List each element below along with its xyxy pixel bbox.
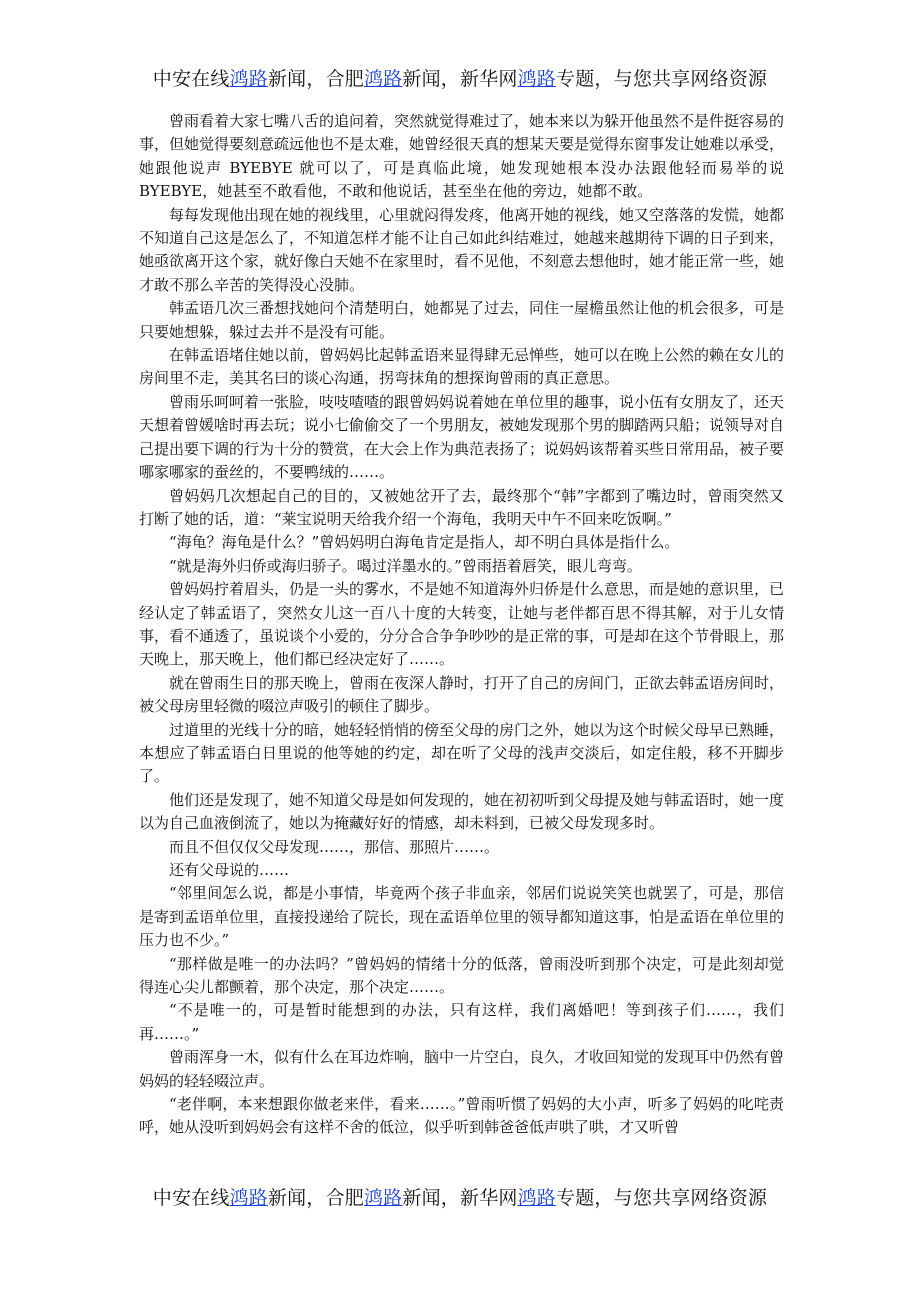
paragraph: “海龟？海龟是什么？”曾妈妈明白海龟肯定是指人，却不明白具体是指什么。 — [169, 533, 680, 552]
footer-link-2[interactable]: 鸿路 — [364, 1187, 403, 1209]
paragraph: 还有父母说的…… — [169, 861, 290, 879]
paragraph: “老伴啊，本来想跟你做老来伴，看来……。”曾雨听惯了妈妈的大小声，听多了妈妈的叱咤责呼，她从没听到妈妈会有这样不舍的低泣，似乎听到韩爸爸低声哄了哄，才又听曾 — [139, 1095, 784, 1137]
paragraph: “不是唯一的，可是暂时能想到的办法，只有这样，我们离婚吧！等到孩子们……，我们再……。” — [139, 1001, 784, 1043]
header-link-2[interactable]: 鸿路 — [364, 68, 403, 90]
paragraph: 曾妈妈拧着眉头，仍是一头的雾水，不是她不知道海外归侨是什么意思，而是她的意识里，已经认定了韩孟语了，突然女儿这一百八十度的大转变，让她与老伴都百思不得其解，对于儿女情事，看不通透了，虽说谈个小爱的，分分合合争争吵吵的是正常的事，可是却在这个节骨眼上，那天晚上，那天晚上，他们都已经决定好了……。 — [139, 580, 785, 669]
footer-text-1: 中安在线 — [152, 1187, 230, 1209]
paragraph: 曾雨看着大家七嘴八舌的追问着，突然就觉得难过了，她本来以为躲开他虽然不是件挺容易的事，但她觉得要刻意疏远他也不是太难，她曾经很天真的想某天要是觉得东窗事发让她难以承受，她跟他说声 BYEBYE 就可以了，可是真临此境，她发现她根本没办法跟他轻而易举的说 BYEBYE，她甚至不敢看他，不敢和他说话，甚至坐在他的旁边，她都不敢。 — [139, 112, 785, 201]
header-text-3: 新闻，新华网 — [402, 68, 518, 90]
footer-text-3: 新闻，新华网 — [402, 1187, 518, 1209]
header-link-3[interactable]: 鸿路 — [517, 68, 557, 90]
paragraph: 过道里的光线十分的暗，她轻轻悄悄的傍至父母的房门之外，她以为这个时候父母早已熟睡，本想应了韩孟语白日里说的他等她的约定，却在听了父母的浅声交淡后，如定住般，移不开脚步了。 — [139, 720, 785, 786]
paragraph: 曾雨乐呵呵着一张脸，吱吱喳喳的跟曾妈妈说着她在单位里的趣事，说小伍有女朋友了，还天天想着曾媛啥时再去玩；说小七偷偷交了一个男朋友，被她发现那个男的脚踏两只船；说领导对自己提出要下调的行为十分的赞赏，在大会上作为典范表扬了；说妈妈该帮着买些日常用品，被子要哪家哪家的蚕丝的，不要鸭绒的……。 — [139, 392, 785, 482]
paragraph: 每每发现他出现在她的视线里，心里就闷得发疼，他离开她的视线，她又空落落的发慌，她都不知道自己这是怎么了，不知道怎样才能不让自己如此纠结难过，她越来越期待下调的日子到来，她亟欲离开这个家，就好像白天她不在家里时，看不见他，不刻意去想他时，她才能正常一些，她才敢不那么辛苦的笑得没心没肺。 — [139, 205, 785, 294]
page-header — [0, 66, 920, 92]
paragraph: 他们还是发现了，她不知道父母是如何发现的，她在初初听到父母提及她与韩孟语时，她一度以为自己血液倒流了，她以为掩藏好好的情感，却未料到，已被父母发现多时。 — [139, 790, 785, 833]
footer-text-2: 新闻，合肥 — [267, 1187, 364, 1209]
paragraph: 而且不但仅仅父母发现……，那信、那照片……。 — [169, 837, 500, 856]
paragraph: 韩孟语几次三番想找她问个清楚明白，她都晃了过去，同住一屋檐虽然让他的机会很多，可是只要她想躲，躲过去并不是没有可能。 — [139, 299, 785, 341]
article-body — [139, 110, 784, 1140]
paragraph: 就在曾雨生日的那天晚上，曾雨在夜深人静时，打开了自己的房间门，正欲去韩孟语房间时，被父母房里轻微的啜泣声吸引的顿住了脚步。 — [139, 673, 785, 716]
paragraph: 曾雨浑身一木，似有什么在耳边炸响，脑中一片空白，良久，才收回知觉的发现耳中仍然有曾妈妈的轻轻啜泣声。 — [139, 1048, 785, 1090]
page-footer — [0, 1185, 920, 1211]
paragraph: 曾妈妈几次想起自己的目的，又被她岔开了去，最终那个“韩”字都到了嘴边时，曾雨突然又打断了她的话，道：“莱宝说明天给我介绍一个海龟，我明天中午不回来吃饭啊。” — [139, 486, 784, 528]
paragraph: “邻里间怎么说，都是小事情，毕竟两个孩子非血亲，邻居们说说笑笑也就罢了，可是，那信是寄到孟语单位里，直接投递给了院长，现在孟语单位里的领导都知道这事，怕是孟语在单位里的压力也不少。” — [139, 884, 785, 950]
paragraph: “那样做是唯一的办法吗？”曾妈妈的情绪十分的低落，曾雨没听到那个决定，可是此刻却觉得连心尖儿都颤着，那个决定，那个决定……。 — [139, 954, 784, 997]
paragraph: 在韩孟语堵住她以前，曾妈妈比起韩孟语来显得肆无忌惮些，她可以在晚上公然的赖在女儿的房间里不走，美其名曰的谈心沟通，拐弯抹角的想探询曾雨的真正意思。 — [139, 346, 785, 388]
footer-link-3[interactable]: 鸿路 — [517, 1187, 557, 1209]
header-text-2: 新闻，合肥 — [267, 68, 364, 90]
header-text-4: 专题，与您共享网络资源 — [556, 68, 768, 90]
footer-link-1[interactable]: 鸿路 — [229, 1187, 268, 1209]
header-link-1[interactable]: 鸿路 — [229, 68, 268, 90]
header-text-1: 中安在线 — [152, 68, 230, 90]
footer-text-4: 专题，与您共享网络资源 — [556, 1187, 768, 1209]
paragraph: “就是海外归侨或海归骄子。喝过洋墨水的。”曾雨捂着唇笑，眼儿弯弯。 — [169, 556, 642, 575]
